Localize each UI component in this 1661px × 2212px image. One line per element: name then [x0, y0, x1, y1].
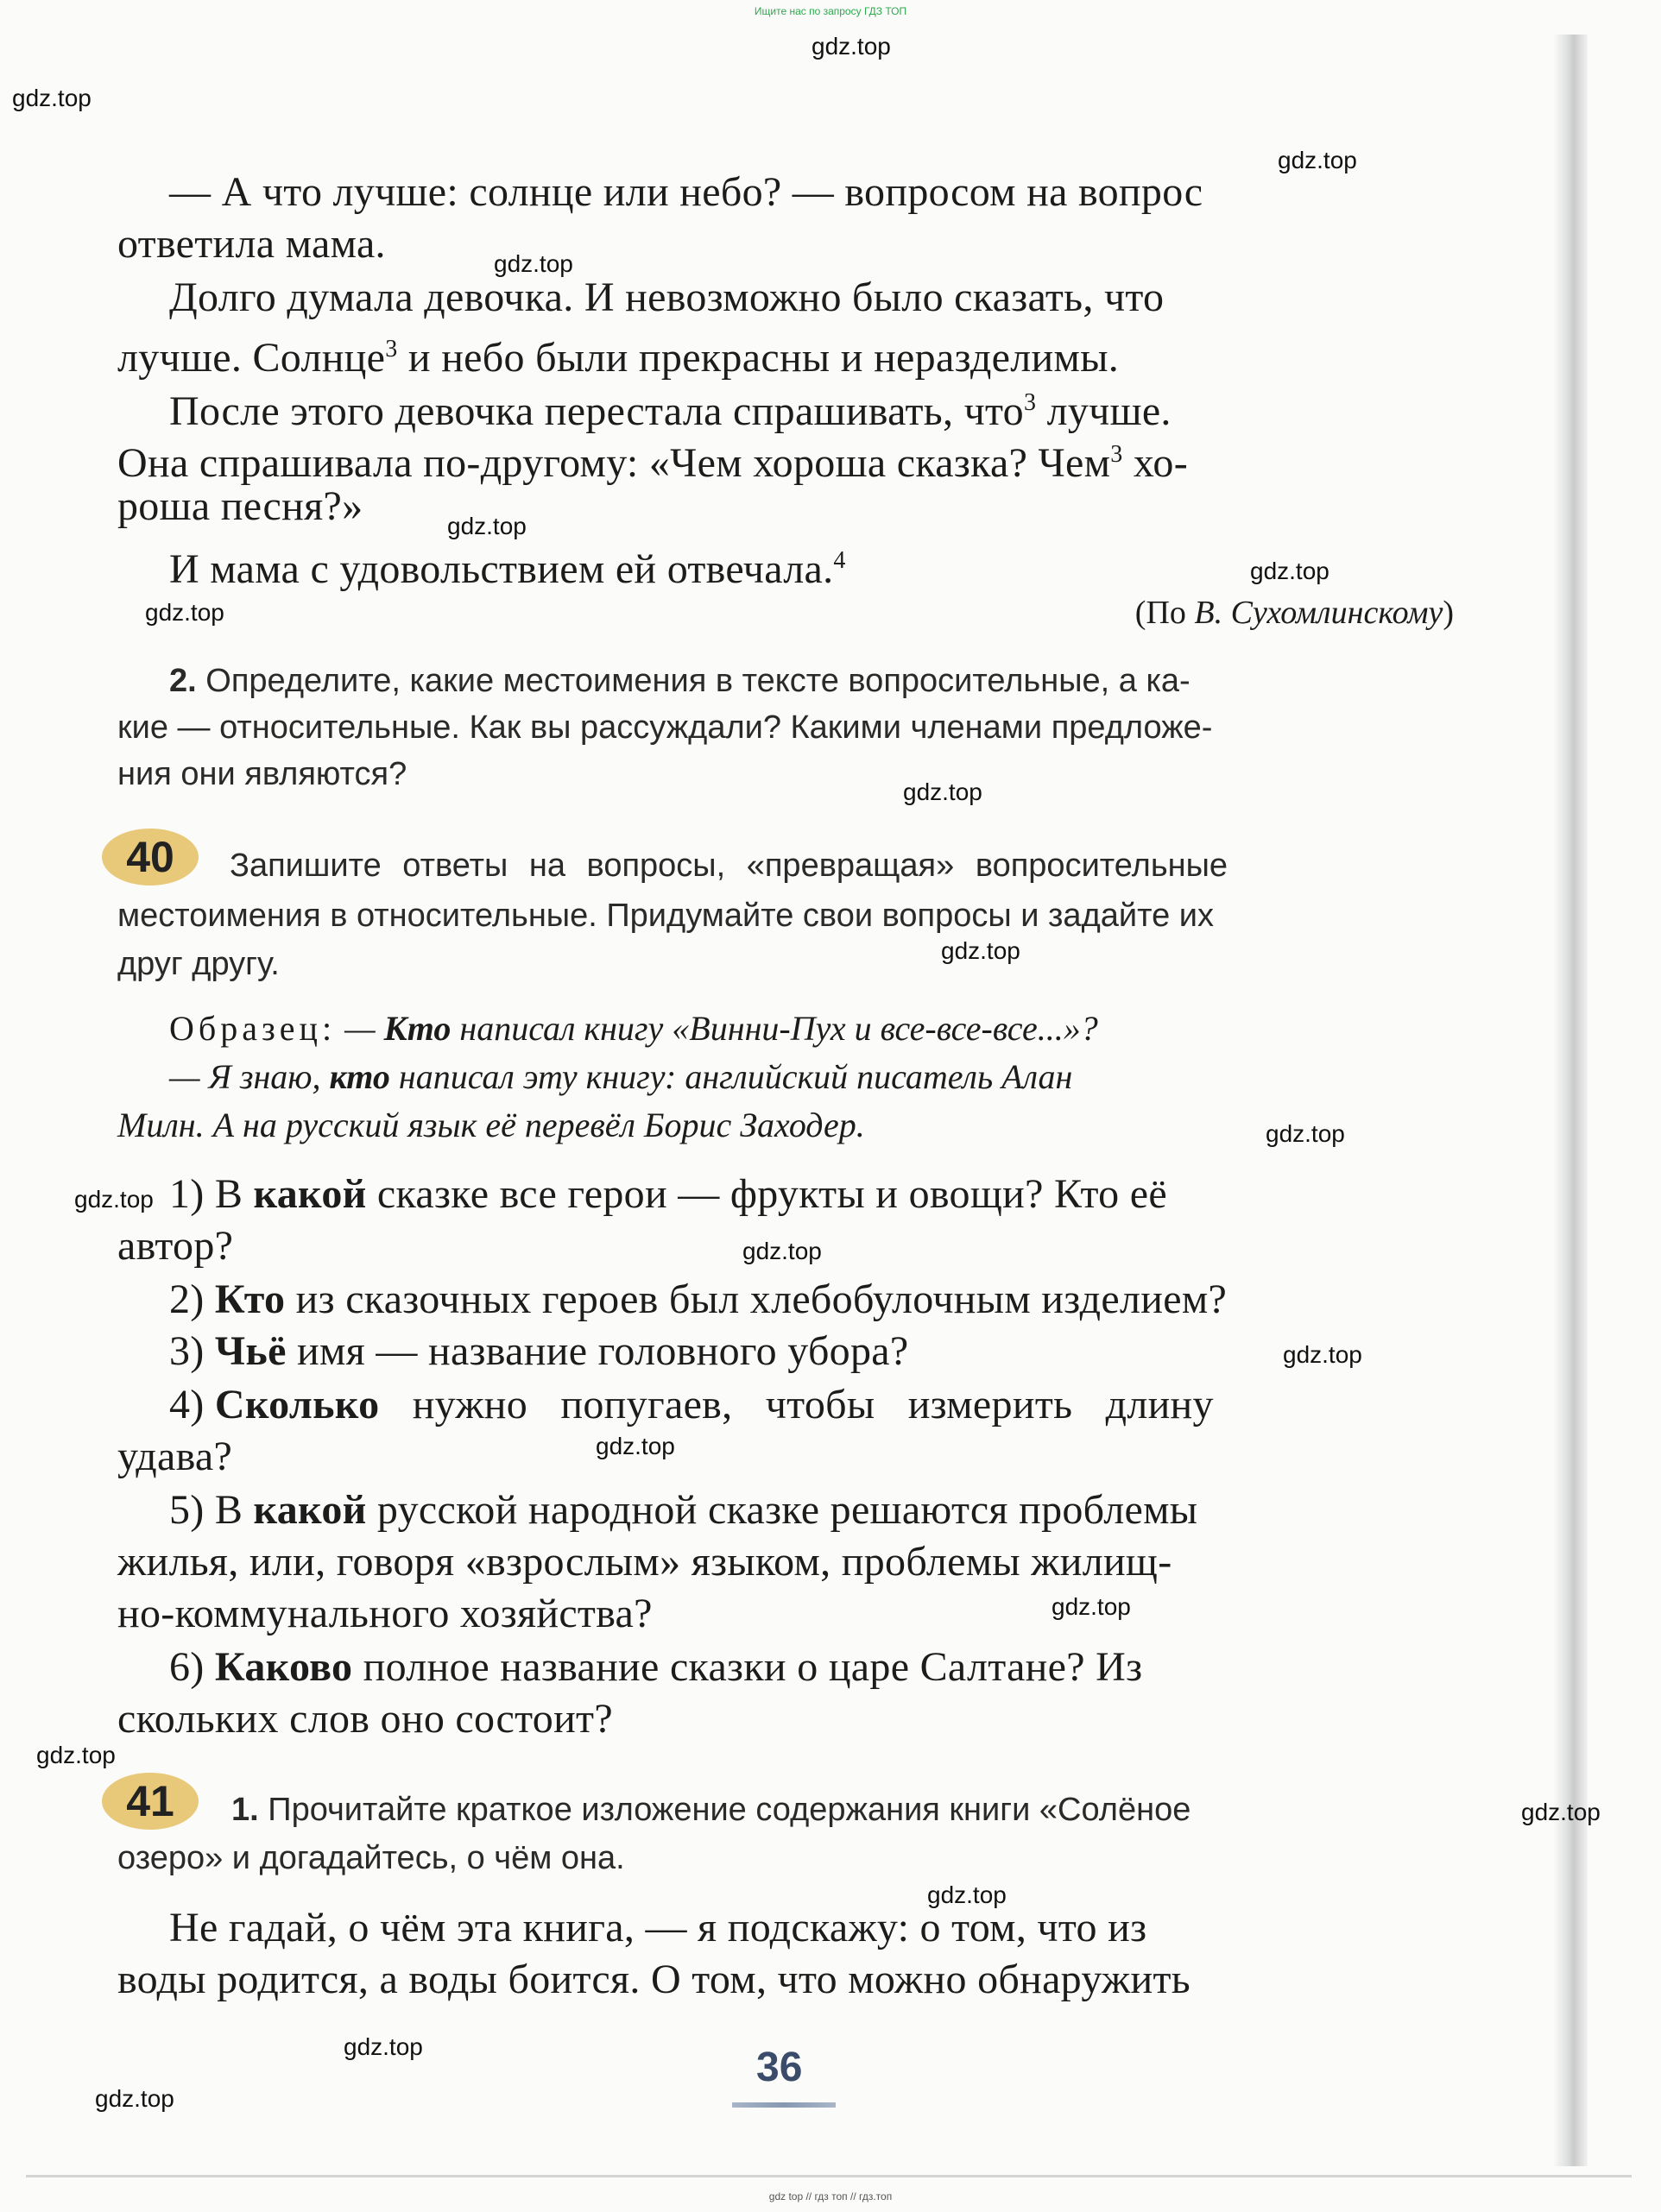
watermark: gdz.top	[1283, 1341, 1362, 1368]
story-line: После этого девочка перестала спрашивать, что$^3$ лучше.	[169, 388, 1172, 434]
book-summary-line: Не гадай, о чём эта книга, — я подскажу: о том, что из	[169, 1905, 1147, 1950]
story-line: роша песня?»	[117, 483, 363, 529]
watermark: gdz.top	[1250, 558, 1329, 584]
footnote-mark: 4	[833, 547, 846, 574]
question-4: 4) Сколько нужно попугаев, чтобы измерить длину	[169, 1382, 1214, 1427]
watermark: gdz.top	[36, 1742, 116, 1768]
task-number: 1.	[231, 1792, 259, 1828]
footnote-mark: 3	[385, 336, 398, 362]
exercise-40-line: Запишите ответы на вопросы, «превращая» вопросительные	[230, 848, 1228, 884]
watermark: gdz.top	[596, 1433, 675, 1459]
watermark: gdz.top	[742, 1238, 822, 1264]
question-4: удава?	[117, 1434, 233, 1479]
question-5: жилья, или, говоря «взрослым» языком, проблемы жилищ-	[117, 1539, 1172, 1585]
page-fold-shadow	[1553, 35, 1588, 2166]
watermark: gdz.top	[1266, 1120, 1345, 1147]
exercise-41-line: 1. Прочитайте краткое изложение содержания книги «Солёное	[231, 1792, 1191, 1828]
watermark: gdz.top	[447, 513, 527, 539]
watermark: gdz.top	[812, 33, 891, 60]
page-number-underline	[732, 2102, 836, 2108]
watermark: gdz.top	[74, 1186, 154, 1213]
question-2: 2) Кто из сказочных героев был хлебобулочным изделием?	[169, 1276, 1228, 1322]
footnote-mark: 3	[1023, 389, 1037, 416]
story-line: — А что лучше: солнце или небо? — вопросом на вопрос	[169, 169, 1203, 215]
story-line: И мама с удовольствием ей отвечала.$^4$	[169, 546, 846, 592]
watermark: gdz.top	[1521, 1799, 1601, 1825]
task-number: 2.	[169, 663, 197, 699]
bottom-banner[interactable]: gdz top // гдз топ // гдз.топ	[768, 2190, 893, 2203]
page-bottom-edge	[26, 2175, 1632, 2177]
watermark: gdz.top	[344, 2033, 423, 2060]
book-summary-line: воды родится, а воды боится. О том, что можно обнаружить	[117, 1957, 1190, 2002]
question-6: 6) Каково полное название сказки о царе Салтане? Из	[169, 1644, 1143, 1690]
watermark: gdz.top	[145, 599, 224, 626]
attribution: (По В. Сухомлинскому)	[1134, 595, 1454, 631]
question-3: 3) Чьё имя — название головного убора?	[169, 1328, 909, 1374]
exercise-41-line: озеро» и догадайтесь, о чём она.	[117, 1840, 625, 1876]
story-line: Долго думала девочка. И невозможно было сказать, что	[169, 274, 1165, 320]
sample-answer: — Я знаю, кто написал эту книгу: английский писатель Алан	[169, 1057, 1073, 1096]
footnote-mark: 3	[1110, 441, 1123, 468]
question-5: 5) В какой русской народной сказке решаются проблемы	[169, 1487, 1198, 1533]
task-2-line: 2. Определите, какие местоимения в тексте вопросительные, а ка-	[169, 663, 1190, 699]
watermark: gdz.top	[1278, 147, 1357, 173]
question-5: но-коммунального хозяйства?	[117, 1591, 653, 1636]
watermark: gdz.top	[927, 1881, 1007, 1908]
question-6: скольких слов оно состоит?	[117, 1696, 613, 1742]
question-1: 1) В какой сказке все герои — фрукты и овощи? Кто её	[169, 1171, 1167, 1217]
question-1: автор?	[117, 1223, 234, 1269]
story-line: Она спрашивала по-другому: «Чем хороша сказка? Чем$^3$ хо-	[117, 440, 1188, 486]
page-number: 36	[756, 2045, 803, 2090]
story-line: ответила мама.	[117, 221, 386, 267]
exercise-40-badge: 40	[102, 829, 199, 885]
watermark: gdz.top	[494, 250, 573, 277]
task-2-line: кие — относительные. Как вы рассуждали? Какими членами предложе-	[117, 709, 1213, 746]
watermark: gdz.top	[12, 85, 92, 111]
watermark: gdz.top	[941, 937, 1020, 964]
top-banner[interactable]: Ищите нас по запросу ГДЗ ТОП	[754, 5, 907, 17]
story-line: лучше. Солнце$^3$ и небо были прекрасны и неразделимы.	[117, 335, 1120, 381]
exercise-40-line: местоимения в относительные. Придумайте свои вопросы и задайте их	[117, 898, 1214, 934]
watermark: gdz.top	[1052, 1593, 1131, 1620]
exercise-40-line: друг другу.	[117, 946, 280, 982]
task-2-line: ния они являются?	[117, 756, 407, 792]
exercise-41-badge: 41	[102, 1773, 199, 1830]
sample-question: Образец: — Кто написал книгу «Винни-Пух и все-все-все...»?	[169, 1009, 1098, 1048]
watermark: gdz.top	[903, 778, 982, 805]
watermark: gdz.top	[95, 2085, 174, 2112]
sample-answer: Милн. А на русский язык её перевёл Борис Заходер.	[117, 1106, 865, 1144]
